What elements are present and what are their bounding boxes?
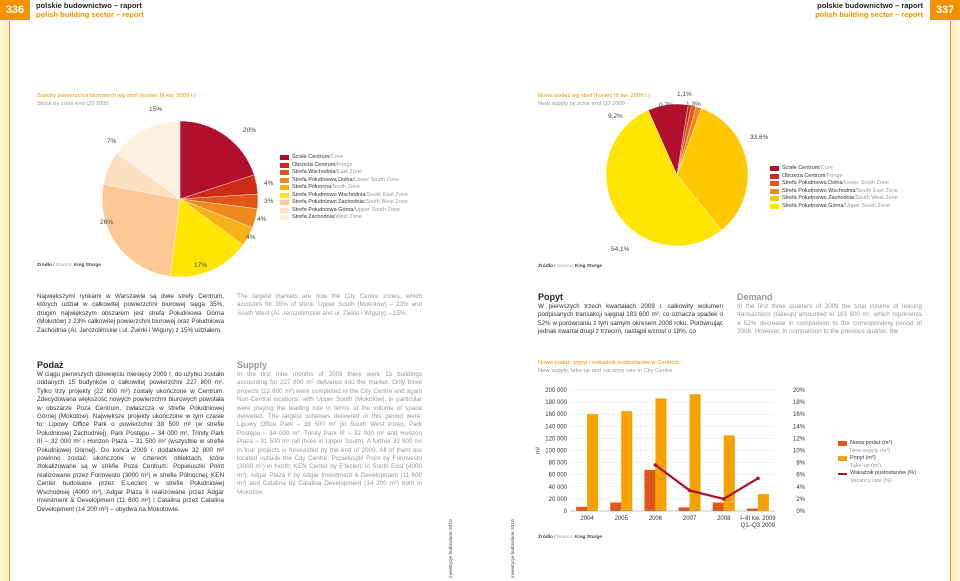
bar-takeup: [621, 411, 632, 511]
pie2-legend-swatch: [770, 196, 779, 201]
pie1-legend-swatch: [280, 163, 289, 168]
left-margin-band: [0, 21, 9, 581]
pie1-legend-label-pl: Obrzeża Centrum: [292, 161, 336, 168]
legend-takeup-en-row: [838, 463, 916, 471]
y2-tick-label: 12%: [792, 436, 805, 443]
vertical-label-left: inwestycje budowlane 2010: [449, 519, 454, 578]
legend-takeup: [838, 455, 916, 463]
y2-tick-label: 20%: [792, 388, 805, 394]
pie1-legend-label-en: Fringe: [336, 161, 353, 168]
supply-heading-en: Supply: [237, 360, 268, 370]
pie2-legend: [770, 165, 898, 210]
pie1-legend-item: Strefa Zachodnia / West Zone: [280, 214, 408, 222]
page-number-right: 337: [930, 0, 960, 20]
header-title-pl-right: polskie budownictwo – raport: [817, 1, 923, 10]
pie2-label-core: 9,2%: [608, 113, 623, 120]
pie1-caption-pl: Zasoby powierzchni biurowych wg stref (koniec III kw. 2009 r.): [37, 93, 196, 99]
left-margin-line: [9, 21, 10, 581]
pie1-legend-item: Ścisłe Centrum / Core: [280, 154, 408, 162]
y2-tick-label: 14%: [792, 424, 805, 431]
pie1-legend-label-pl: Strefa Południowo Zachodnia: [292, 199, 364, 205]
pie1-legend-label-pl: Ścisłe Centrum: [292, 154, 330, 160]
pie2-legend-item: Strefa Południowa Dolna / Lower South Zone: [770, 180, 898, 188]
header-left: [36, 1, 144, 19]
pie1-label-east: 3%: [264, 198, 274, 205]
pie1-legend-label-en: West Zone: [335, 214, 362, 220]
header-title-en-right: polish building sector – report: [815, 10, 923, 19]
chart3-source-label-pl: Źródło: [538, 535, 553, 540]
pie1-legend-swatch: [280, 193, 289, 198]
pie2-legend-swatch: [770, 189, 779, 194]
pie2-legend-swatch: [770, 181, 779, 186]
intro-text-pl: Największymi rynkami w Warszawie są dwie strefy Centrum, których udział w całkowitej powierzchni biurowej sięga 35%, drugim największym obszarem jest strefa Południowa Górna (Mokotów) z 23% całkowitej powierzchni biurowej oraz Południowa Zachodnia (Al. Jerozolimskie i ul. Żwirki i Wigury) z 15% udziałem.: [37, 293, 224, 334]
bar-new-supply: [747, 509, 758, 511]
chart3-caption-pl: Nowa podaż, popyt i wskaźnik pustostanów w Centrum: [538, 360, 680, 366]
x-tick-label: 2005: [614, 516, 628, 522]
pie1-slice-6: [102, 184, 180, 276]
pie1-chart: [100, 119, 260, 279]
pie2-legend-label-en: Core: [820, 165, 833, 171]
x-tick-label: 2006: [648, 516, 663, 522]
pie1-legend-label-en: Core: [330, 154, 343, 160]
pie1-legend-item: Strefa Północna / North Zone: [280, 184, 408, 192]
pie2-label-upper-south: 54,1%: [611, 246, 630, 253]
pie1-legend-swatch: [280, 208, 289, 213]
y-axis-label: m²: [536, 447, 542, 454]
pie1-legend-label-pl: Strefa Wschodnia: [292, 169, 336, 175]
bar-new-supply: [610, 503, 621, 511]
legend-supply-en-row: [838, 448, 916, 456]
pie1-legend-swatch: [280, 200, 289, 205]
pie1-legend-label-en: North Zone: [332, 184, 361, 190]
pie1-legend-item: Strefa Południowa Dolna / Lower South Zone: [280, 177, 408, 185]
pie2-legend-label-pl: Strefa Południowa Dolna: [782, 180, 843, 186]
y2-tick-label: 4%: [796, 484, 805, 491]
chart3-caption-en: New supply, take-up and vacancy rate in City Centre: [538, 368, 673, 374]
y2-tick-label: 8%: [796, 460, 805, 467]
pie2-legend-item: Strefa Południowo Zachodnia / South West Zone: [770, 195, 898, 203]
pie1-legend-item: Strefa Wschodnia / East Zone: [280, 169, 408, 177]
pie2-legend-label-pl: Strefa Południowo Wschodnia: [782, 187, 856, 194]
legend-supply: [838, 440, 916, 448]
pie1-source: Źródło / Source: King Sturge: [37, 263, 101, 268]
pie1-legend-label-en: South East Zone: [366, 191, 408, 198]
y2-tick-label: 0%: [796, 509, 805, 515]
pie1-label-upper-south: 7%: [107, 138, 117, 145]
bar-takeup: [758, 494, 769, 511]
pie2-legend-label-pl: Strefa Południowa Górna: [782, 202, 844, 209]
pie1-label-south-east: 17%: [194, 262, 208, 269]
pie1-caption-en: Stock by zone end Q3 2009: [37, 101, 109, 107]
legend-vacancy-swatch: [838, 473, 847, 475]
legend-takeup-swatch: [838, 456, 847, 461]
y2-tick-label: 18%: [792, 400, 805, 407]
bar-takeup: [724, 435, 735, 511]
header-title-pl: polskie budownictwo – raport: [36, 1, 142, 10]
y-tick-label: 20 000: [548, 496, 567, 503]
legend-vacancy-pl: Wskaźnik pustostanów (%): [850, 470, 917, 476]
chart3-source: Źródło / Source: King Sturge: [538, 535, 602, 540]
pie2-legend-label-en: Fringe: [826, 172, 843, 179]
pie1-legend-label-en: South West Zone: [365, 199, 408, 205]
legend-vacancy-en: Vacancy rate (%): [850, 477, 892, 484]
pie2-label-south-east: 1,3%: [686, 101, 701, 108]
pie2-legend-swatch: [770, 174, 779, 179]
bar-takeup: [655, 398, 666, 511]
pie1-legend-item: Obrzeża Centrum / Fringe: [280, 162, 408, 170]
pie2-legend-label-pl: Obrzeża Centrum: [782, 172, 826, 179]
right-margin-band: [951, 21, 960, 581]
supply-takeup-vacancy-chart: [530, 380, 830, 538]
vacancy-rate-line: [655, 465, 758, 499]
pie2-label-south-west: 33,6%: [750, 134, 769, 141]
pie2-label-lower-south: 1,1%: [677, 91, 692, 98]
y-tick-label: 80 000: [548, 460, 567, 467]
pie1-label-north: 4%: [246, 234, 256, 241]
pie1-legend-label-en: Upper South Zone: [355, 206, 400, 213]
pie1-legend-label-pl: Strefa Zachodnia: [292, 214, 334, 220]
pie1-legend-swatch: [280, 185, 289, 190]
bar-new-supply: [679, 507, 690, 511]
pie1-label-lower-south: 4%: [257, 216, 267, 223]
y-tick-label: 0: [563, 509, 567, 515]
pie2-legend-item: Ścisłe Centrum / Core: [770, 165, 898, 173]
pie2-label-fringe: 0,7%: [659, 102, 674, 109]
pie2-legend-label-en: Lower South Zone: [844, 180, 890, 186]
vacancy-point: [688, 489, 692, 493]
pie1-source-label-pl: Źródło: [37, 263, 52, 268]
supply-heading-pl: Podaż: [37, 360, 64, 370]
chart3-source-label-en: Source: [556, 535, 573, 540]
x-tick-label: 2004: [580, 516, 594, 522]
pie1-legend-item: Strefa Południowo Zachodnia / South West Zone: [280, 199, 408, 207]
legend-vacancy-en-row: [838, 478, 916, 486]
pie1-source-name: King Sturge: [73, 263, 101, 268]
vacancy-point: [654, 463, 658, 467]
pie1-legend-swatch: [280, 170, 289, 175]
intro-text-en: The largest markets are now the City Centre zones, which accounts for 35% of stock. Upper South (Mokotów) – 23% and South West (Al. Jerozolimskie and ul. Żwirki i Wigury) – 15%.: [237, 293, 422, 317]
pie1-label-west: 15%: [149, 106, 163, 113]
y2-tick-label: 16%: [792, 412, 805, 419]
x-tick-label: I–III kw. 2009: [740, 516, 776, 522]
pie1-legend-item: Strefa Południowa Górna / Upper South Zone: [280, 207, 408, 215]
y-tick-label: 200 000: [545, 388, 567, 394]
pie1-label-core: 20%: [243, 127, 257, 134]
pie1-legend-label-pl: Strefa Północna: [292, 184, 332, 190]
pie1-legend-label-pl: Strefa Południowo Wschodnia: [292, 191, 366, 198]
legend-supply-pl: Nowa podaż (m²): [850, 440, 893, 446]
pie1-legend-label-pl: Strefa Południowa Dolna: [292, 176, 353, 183]
pie1-legend: [280, 154, 408, 222]
y-tick-label: 180 000: [545, 400, 567, 407]
supply-text-pl: W ciągu pierwszych dziewięciu miesięcy 2009 r. do użytku zostało oddanych 15 budynków o całkowitej powierzchni 227 800 m². Tylko trzy projekty (22 600 m²) zostały ukończone w Centrum. Zdecydowana większość nowych powierzchni biurowych powstała w obszarze Poza Centrum, zwłaszcza w strefie Południowej Górnej (Mokotów). Największe projekty ukończone w tym czasie to: Lipowy Office Park o powierzchni 38 500 m² (w strefie Południowej Zachodniej), Park Postępu – 34 000 m², Trinity Park III – 32 000 m² i Horizon Plaza – 31 500 m² (wszystkie w strefie Południowej Górnej). Do końca 2009 r. dodatkowe 32 800 m² powinno zostać ukończone w czterech obiektach, które zlokalizowane są w strefie Poza Centrum: Popieluszki Point realizowane przez Forinvesto (3000 m²) w strefie Północnej, KEN Center budowane przez E.Leclerc w strefie Południowej Wschodniej (4000 m²), Adgar Plaza II realizowane przez Adgar Investment & Development (11 600 m²) i Catalina przez Catalina Development (14 200 m²) – obydwa na Mokotowie.: [37, 371, 224, 513]
pie1-legend-swatch: [280, 215, 289, 220]
bar-takeup: [587, 414, 598, 511]
y2-tick-label: 6%: [796, 472, 805, 479]
page-number-left: 336: [0, 0, 30, 20]
x-tick-sublabel: Q1–Q3 2009: [740, 523, 776, 529]
pie2-caption-pl: Nowa podaż wg stref (koniec III kw. 2009 r.): [538, 93, 651, 99]
y2-tick-label: 10%: [792, 448, 805, 455]
pie2-legend-label-en: Upper South Zone: [845, 202, 890, 209]
pie2-source-label-pl: Źródło: [538, 264, 553, 269]
pie1-legend-item: Strefa Południowo Wschodnia / South East Zone: [280, 192, 408, 200]
pie2-source-label-en: Source: [556, 264, 573, 269]
legend-takeup-pl: Popyt (m²): [850, 455, 876, 461]
demand-text-pl: W pierwszych trzech kwartałach 2009 r. całkowity wolumen podpisanych transakcji sięgnął 183 600 m², co oznacza spadek o 52% w porównaniu z tym samym okresem 2008 roku. Porównując jednak kwartał drugi z trzecim, nastąpił wzrost o 18%, co: [538, 303, 723, 336]
legend-takeup-en: Take-up (m²): [850, 462, 882, 469]
chart3-source-name: King Sturge: [574, 535, 602, 540]
vacancy-point: [722, 497, 726, 501]
header-title-en: polish building sector – report: [36, 10, 144, 19]
legend-supply-en: New supply (m²): [850, 447, 891, 454]
demand-heading-pl: Popyt: [538, 292, 564, 302]
bar-new-supply: [644, 470, 655, 511]
pie2-chart: [604, 102, 750, 248]
x-tick-label: 2007: [682, 516, 697, 522]
legend-supply-swatch: [838, 441, 847, 446]
pie2-legend-swatch: [770, 166, 779, 171]
chart3-legend: [838, 440, 916, 485]
pie2-caption-en: New supply by zone end Q3 2009: [538, 101, 626, 107]
y-tick-label: 60 000: [548, 472, 567, 479]
pie2-legend-item: Obrzeża Centrum / Fringe: [770, 173, 898, 181]
pie2-legend-label-en: South West Zone: [855, 195, 898, 201]
bar-new-supply: [576, 507, 587, 511]
pie1-legend-label-en: Lower South Zone: [354, 176, 400, 183]
demand-text-en: In the first three quarters of 2009 the total volume of leasing transactions (takeup) amounted to 183 600 m², which represents a 52% decrease in comparison to the corresponding period of 2008. However, in comparison to the previous quarter, the: [737, 303, 922, 336]
header-right: [815, 1, 923, 19]
right-margin-line: [950, 21, 951, 581]
pie2-source: Źródło / Source: King Sturge: [538, 264, 602, 269]
y-tick-label: 120 000: [545, 436, 567, 443]
y-tick-label: 140 000: [545, 424, 567, 431]
vertical-label-right: inwestycje budowlane 2010: [511, 519, 516, 578]
pie1-legend-swatch: [280, 178, 289, 183]
pie1-label-south-west: 26%: [100, 219, 114, 226]
pie1-legend-swatch: [280, 155, 289, 160]
bar-new-supply: [713, 503, 724, 511]
y-tick-label: 40 000: [548, 484, 567, 491]
pie1-legend-label-en: East Zone: [336, 169, 363, 175]
demand-heading-en: Demand: [737, 292, 773, 302]
legend-vacancy: [838, 470, 916, 478]
pie2-legend-item: Strefa Południowa Górna / Upper South Zone: [770, 203, 898, 211]
y-tick-label: 100 000: [545, 448, 567, 455]
pie1-source-label-en: Source: [55, 263, 72, 268]
y-tick-label: 160 000: [545, 412, 567, 419]
pie2-legend-item: Strefa Południowo Wschodnia / South East Zone: [770, 188, 898, 196]
pie2-source-name: King Sturge: [574, 264, 602, 269]
pie2-legend-swatch: [770, 204, 779, 209]
pie2-legend-label-en: South East Zone: [856, 187, 898, 194]
supply-text-en: In the first nine months of 2009 there were 15 buildings accounting for 227 800 m² delivered into the market. Only three projects (22 600 m²) were completed in the City Centre and again Non-Central locations, with Upper South (Mokotów), in particular were playing the leading role in terms of the volume of space delivered. The largest schemes delivered in this period were: Lipowy Office Park – 38 500 m² (in South West zone), Park Postępu – 34 000 m², Trinity Park III – 32 000 m² and Horizon Plaza – 31 500 m² (all three in Upper South). A further 32 800 m² in four projects is forecasted by the end of 2009. All of them are located outside the City Centre: Popieluszki Point by Forinvesto (3000 m²) in North; KEN Center by E'leclerc in South East (4000 m²); Adgar Plaza II by Adgar Investment & Development (11 600 m²) and Catalina by Catalina Development (14 200 m²) both in Mokotów.: [237, 371, 422, 496]
pie1-legend-label-pl: Strefa Południowa Górna: [292, 206, 354, 213]
pie2-legend-label-pl: Ścisłe Centrum: [782, 165, 820, 171]
vacancy-point: [756, 477, 760, 481]
y2-tick-label: 2%: [796, 496, 805, 503]
pie2-legend-label-pl: Strefa Południowo Zachodnia: [782, 195, 854, 201]
x-tick-label: 2008: [717, 516, 731, 522]
pie1-label-fringe: 4%: [264, 180, 274, 187]
